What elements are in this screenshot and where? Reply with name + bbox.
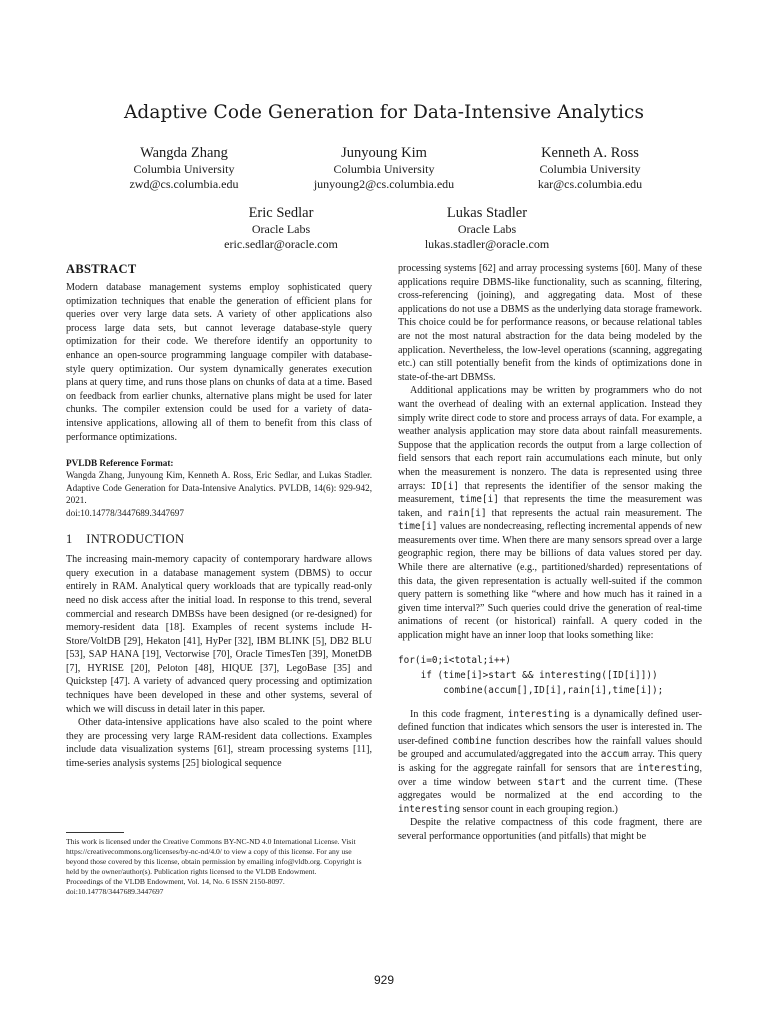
text-run: Additional applications may be written by programmers who do not want the overhead of dealing with an external application. Instead they simply write direct code to store and process arrays of data. For example, a weather analysis application may store data about rainfall measurements. Suppose that the application records the output from a large collection of field sensors that each report rain accumulations each minute, but only when the measurement is nonzero. The data is represented using three arrays: [398,385,702,492]
inline-code: interesting [507,708,570,720]
page-number: 929 [373,973,395,987]
author-name: Junyoung Kim [341,145,427,161]
text-run: and the current time. (These aggregates would be normalized at the end according to the [398,776,703,802]
author-name: Eric Sedlar [248,205,314,221]
inline-code: time[i] [459,494,499,506]
inline-code: ID[i] [430,480,460,492]
introduction-heading: 1 INTRODUCTION [66,532,185,547]
author-email: kar@cs.columbia.edu [537,177,643,191]
inline-code: rain[i] [447,507,487,519]
paper-title: Adaptive Code Generation for Data-Intensive Analytics [123,102,645,123]
abstract-heading: ABSTRACT [66,262,137,276]
license-note: This work is licensed under the Creative Commons BY-NC-ND 4.0 International License. Visit https://creativecommons.org/licenses/by-nc-nd/4.0/ to view a copy of this license. For any use beyond those covered by this license, obtain permission by emailing info@vldb.org. Copyright is held by the owner/author(s). Publication rights licensed to the VLDB Endowment. [66,837,362,876]
body-paragraph: processing systems [62] and array processing systems [60]. Many of these applications require DBMS-like functionality, such as scanning, filtering, cross-referencing (joining), and aggregating data. Most of these applications do not use a DBMS as the underlying data storage framework. This choice could be for performance reasons, or because relational tables are not the most natural abstraction for the data being modeled by the application. Nevertheless, the low-level operations (scanning, aggregating etc.) can still potentially benefit from the kinds of optimizations done in state-of-the-art DBMSs. [398,263,702,383]
text-run: sensor count in each grouping region.) [460,803,618,815]
inline-code: accum [600,749,629,761]
author-name: Lukas Stadler [446,205,528,221]
code-listing: for(i=0;i<total;i++) if (time[i]>start && interesting([ID[i]])) combine(accum[],ID[i],rain[i],time[i]); [398,654,664,696]
left-column [66,262,372,771]
footnote-doi: doi:10.14778/3447689.3447697 [66,887,164,896]
proceedings-note: Proceedings of the VLDB Endowment, Vol. 14, No. 6 ISSN 2150-8097. [66,877,285,886]
author-affiliation: Columbia University [333,162,435,176]
author-block [387,204,587,252]
intro-paragraph: Other data-intensive applications have also scaled to the point where they are processing very large RAM-resident data collections. Examples include data visualization systems [61], stream processing systems [11], time-series analysis systems [25] biological sequence [66,717,372,770]
footnote [66,832,372,897]
author-affiliation: Oracle Labs [251,222,311,236]
body-paragraph [398,708,702,817]
inline-code: start [537,776,566,788]
intro-paragraph: The increasing main-memory capacity of contemporary hardware allows query execution in a database management system (DBMS) to occur entirely in RAM. Analytical query workloads that are typically read-only need no disk access after the initial load. In response to this trend, several commercial and research DMBSs have been designed (or re-designed) for memory-resident data [18]. Examples of recent systems include H-Store/VoltDB [29], Hekaton [41], HyPer [32], IBM BLINK [5], DB2 BLU [53], SAP HANA [19], Vectorwise [70], Oracle TimesTen [39], MonetDB [7], HYRISE [20], Peloton [48], HIQUE [37], LegoBase [35] and Quickstep [47]. A variety of advanced query processing and optimization techniques have been developed in these and other systems, several of which we will discuss in detail later in this paper. [66,554,372,715]
author-email: lukas.stadler@oracle.com [424,237,550,251]
author-name: Kenneth A. Ross [541,145,639,161]
reference-format-text: Wangda Zhang, Junyoung Kim, Kenneth A. Ross, Eric Sedlar, and Lukas Stadler. Adaptive Code Generation for Data-Intensive Analytics. PVLDB, 14(6): 929-942, 2021. [66,470,372,506]
body-paragraph: Despite the relative compactness of this code fragment, there are several performance opportunities (and pitfalls) that might be [398,817,702,842]
text-run: In this code fragment, [410,708,508,720]
author-name: Wangda Zhang [140,145,228,161]
author-email: zwd@cs.columbia.edu [129,177,239,191]
author-email: eric.sedlar@oracle.com [224,237,338,251]
footnote-rule [66,832,124,833]
inline-code: combine [452,735,492,747]
text-run: is a dynamically defined user-defined function that indicates which sensors the user is interested in. The user-defined [398,708,702,747]
text-run: that represents the identifier of the sensor making the measurement, [398,480,702,506]
author-block [490,144,690,192]
reference-format-heading: PVLDB Reference Format: [66,458,174,469]
author-affiliation: Columbia University [133,162,235,176]
author-block [84,144,284,192]
inline-code: interesting [398,803,461,815]
inline-code: time[i] [398,521,438,533]
right-column [398,262,702,844]
abstract-text: Modern database management systems employ sophisticated query optimization techniques that enable the generation of efficient plans for queries over very large data sets. A variety of other applications also process large data sets, but cannot leverage database-style query optimization for their code. We therefore identify an opportunity to enhance an open-source programming language compiler with database-style query optimization. Our system dynamically generates execution plans at query time, and runs those plans on chunks of data at a time. Based on feedback from earlier chunks, alternative plans might be used for later chunks. The compiler extension could be used for a variety of data-intensive applications, allowing all of them to benefit from this class of performance optimizations. [66,282,372,443]
text-run: that represents the time the measurement was taken, and [398,494,703,519]
author-email: junyoung2@cs.columbia.edu [313,177,455,191]
text-run: array. This query is asking for the aggregate rainfall for sensors that are [398,749,702,774]
text-run: that represents the actual rain measurement. The [486,507,702,519]
body-paragraph [398,384,702,642]
author-block [181,204,381,252]
reference-doi: doi:10.14778/3447689.3447697 [66,507,184,518]
inline-code: interesting [637,763,700,774]
text-run: values are nondecreasing, reflecting incremental appends of new measurements over time. When there are many sensors spread over a large geographic region, there may be billions of data values stored per day. While there are alternative (e.g., partitioned/sharded) representations of this data, the given representation is actually well-suited if the common query pattern is something like “where and how much has it rained in a given time interval?” Such queries could drive the generation of real-time animations of recent (or historical) rainfall. A query coded in the application might have an inner loop that looks something like: [398,521,702,642]
author-block [284,144,484,192]
author-affiliation: Columbia University [539,162,641,176]
text-run: , over a time window between [398,763,702,788]
author-affiliation: Oracle Labs [457,222,517,236]
text-run: function describes how the rainfall values should be grouped and accumulated/aggregated into the [398,735,703,761]
